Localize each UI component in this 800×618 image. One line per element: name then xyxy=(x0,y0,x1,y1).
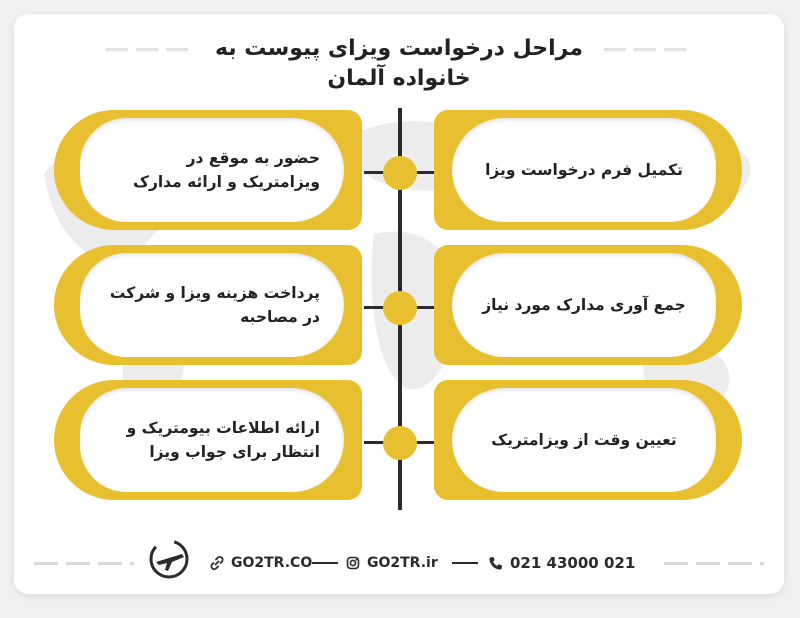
step-card-body xyxy=(80,388,344,492)
step-label: پرداخت هزینه ویزا و شرکت در مصاحبه xyxy=(109,284,320,326)
timeline-node xyxy=(383,426,417,460)
step-card-body xyxy=(80,253,344,357)
step-card xyxy=(434,110,742,230)
step-label: جمع آوری مدارک مورد نیاز xyxy=(482,296,686,314)
footer-separator xyxy=(452,562,478,564)
page-title: مراحل درخواست ویزای پیوست به خانواده آلمان xyxy=(215,36,583,91)
step-card xyxy=(434,245,742,365)
step-card xyxy=(54,245,362,365)
step-label: ارائه اطلاعات بیومتریک و انتظار برای جواب ویزا xyxy=(126,419,320,461)
title-rule-left xyxy=(106,48,196,51)
step-label: تکمیل فرم درخواست ویزا xyxy=(485,161,683,179)
step-card-body xyxy=(80,118,344,222)
instagram-icon xyxy=(346,556,360,570)
infographic-card xyxy=(14,14,784,594)
step-card xyxy=(54,110,362,230)
footer-rule-left xyxy=(34,562,134,565)
phone-icon xyxy=(488,556,503,571)
timeline-node xyxy=(383,156,417,190)
website-text: GO2TR.CO xyxy=(231,555,313,571)
step-label: حضور به موقع در ویزامتریک و ارائه مدارک xyxy=(133,149,320,191)
link-icon xyxy=(210,556,224,570)
phone-text: 021 43000 021 xyxy=(510,554,636,572)
step-card-body xyxy=(452,388,716,492)
instagram-text: GO2TR.ir xyxy=(367,555,438,571)
plane-logo-icon xyxy=(148,538,190,580)
title-rule-right xyxy=(604,48,694,51)
footer-phone[interactable] xyxy=(488,548,635,578)
step-card-body xyxy=(452,118,716,222)
step-card-body xyxy=(452,253,716,357)
step-card xyxy=(54,380,362,500)
step-label: تعیین وقت از ویزامتریک xyxy=(491,431,677,449)
footer-instagram[interactable] xyxy=(346,548,438,578)
step-card xyxy=(434,380,742,500)
footer-rule-right xyxy=(664,562,764,565)
footer-separator xyxy=(312,562,338,564)
timeline-node xyxy=(383,291,417,325)
footer-website[interactable] xyxy=(210,548,312,578)
